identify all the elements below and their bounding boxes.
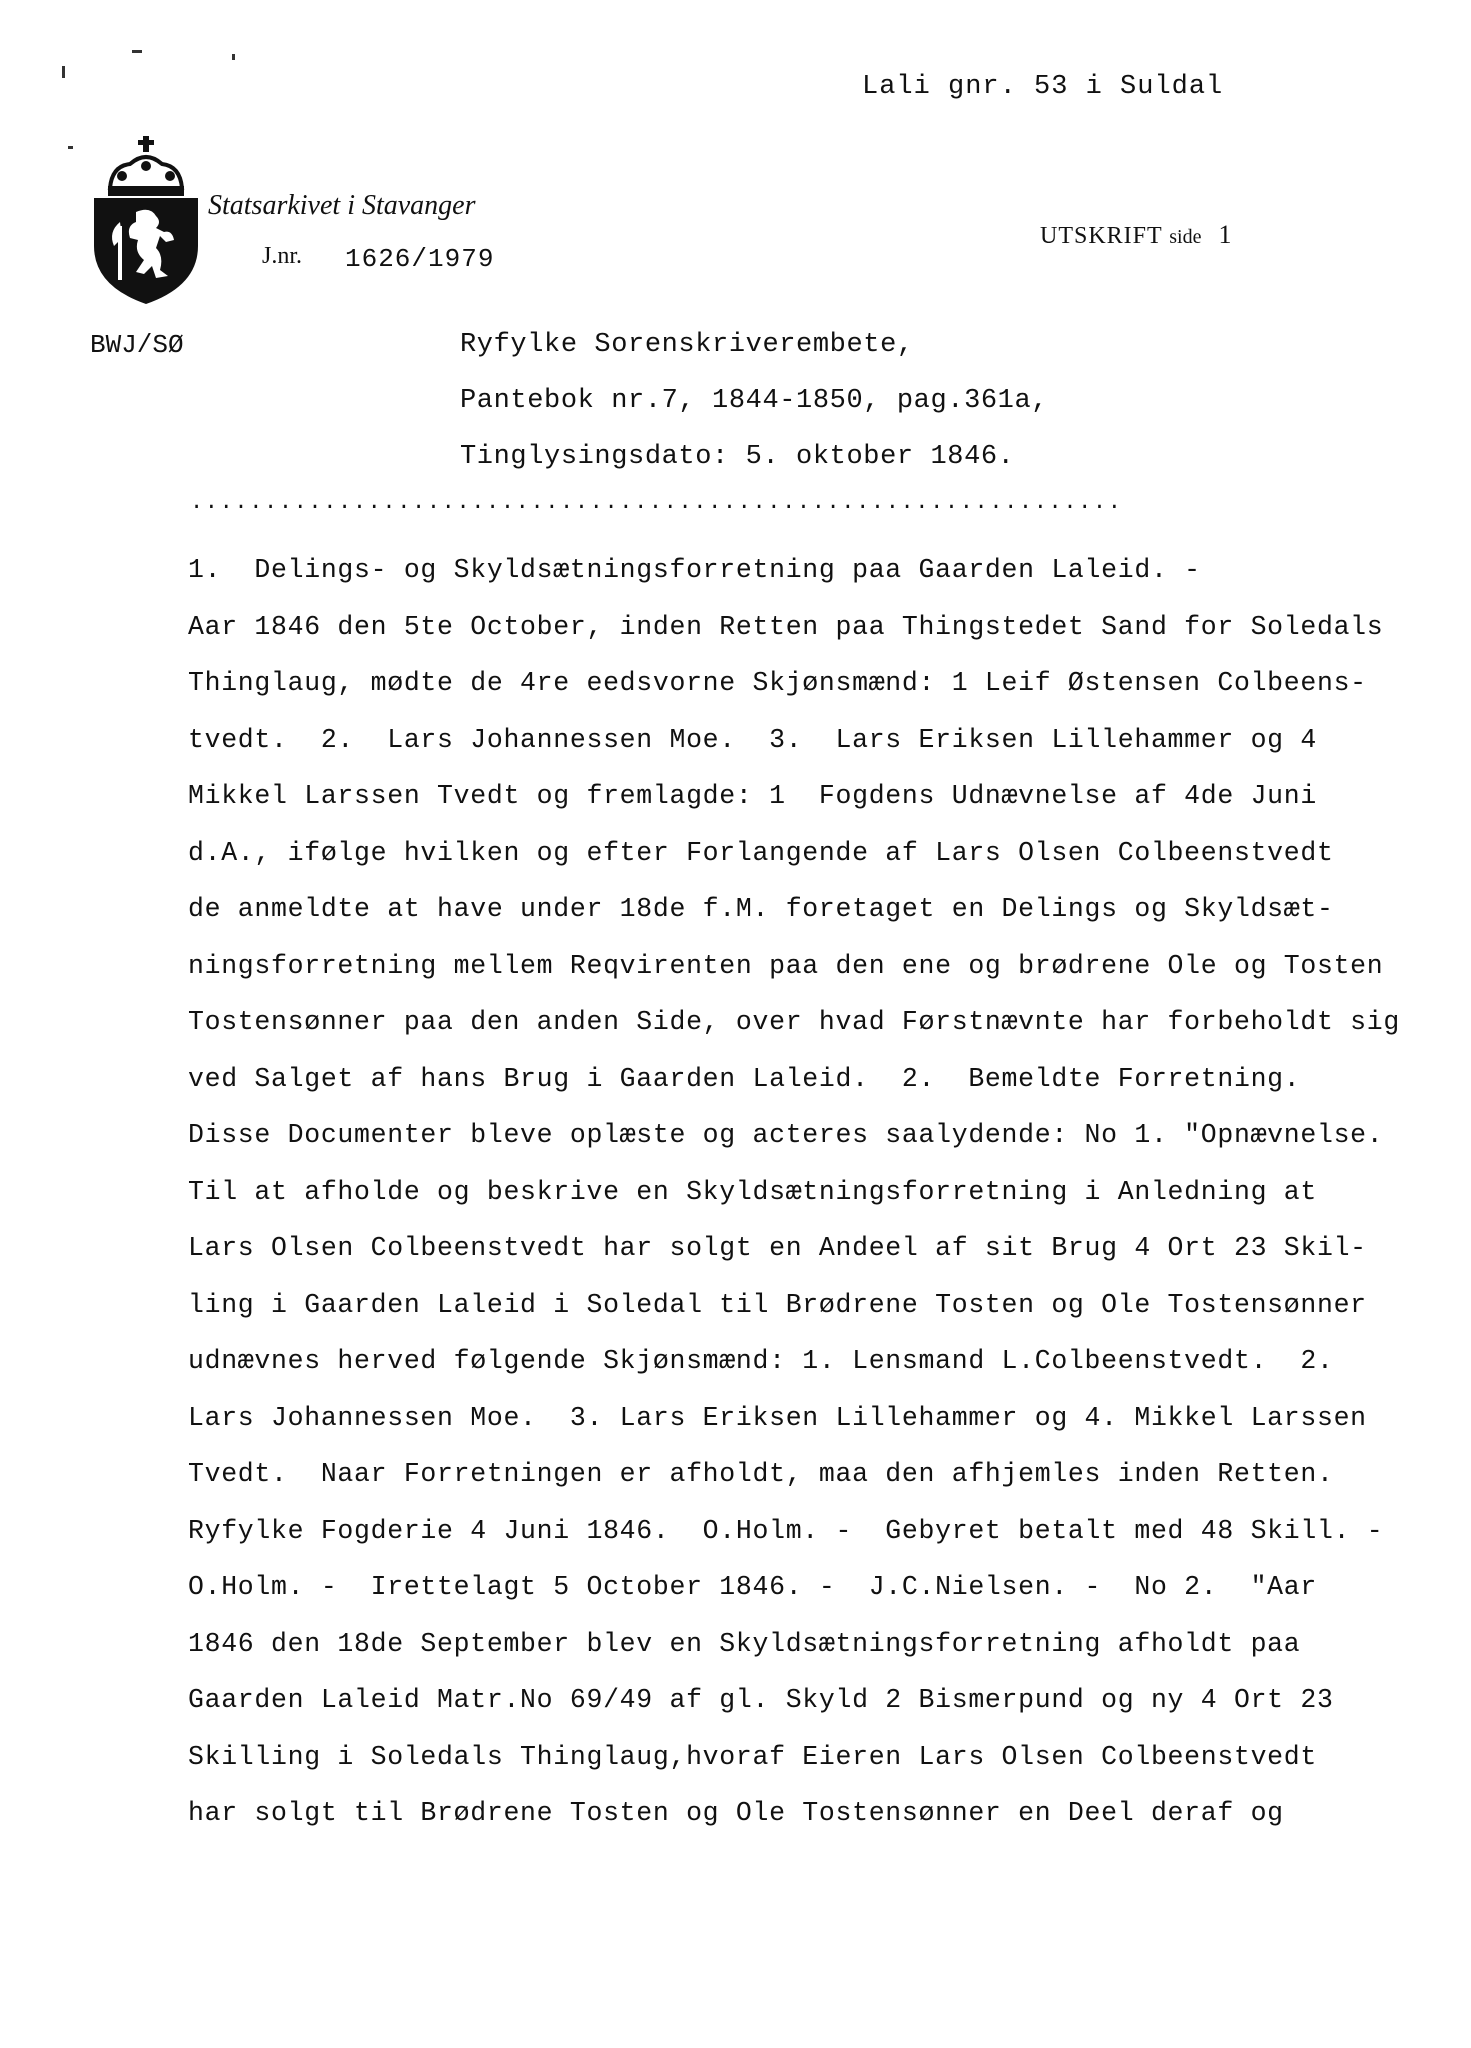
- body-line: Ryfylke Fogderie 4 Juni 1846. O.Holm. - Gebyret betalt med 48 Skill. -: [188, 1516, 1384, 1546]
- scan-mark: [62, 66, 65, 78]
- body-line: Skilling i Soledals Thinglaug,hvoraf Eieren Lars Olsen Colbeenstvedt: [188, 1742, 1317, 1772]
- place-title: Lali gnr. 53 i Suldal: [862, 72, 1224, 102]
- reference-book: Pantebok nr.7, 1844-1850, pag.361a,: [460, 386, 1049, 416]
- body-line: d.A., ifølge hvilken og efter Forlangende af Lars Olsen Colbeenstvedt: [188, 838, 1334, 868]
- utskrift-header: [1040, 220, 1232, 250]
- body-line: 1846 den 18de September blev en Skyldsætningsforretning afholdt paa: [188, 1629, 1301, 1659]
- body-line: Lars Olsen Colbeenstvedt har solgt en Andeel af sit Brug 4 Ort 23 Skil-: [188, 1233, 1367, 1263]
- body-line: O.Holm. - Irettelagt 5 October 1846. - J.C.Nielsen. - No 2. "Aar: [188, 1572, 1317, 1602]
- scan-mark: [132, 50, 142, 53]
- body-line: Mikkel Larssen Tvedt og fremlagde: 1 Fogdens Udnævnelse af 4de Juni: [188, 781, 1317, 811]
- body-line: Thinglaug, mødte de 4re eedsvorne Skjønsmænd: 1 Leif Østensen Colbeens-: [188, 668, 1367, 698]
- body-line: Gaarden Laleid Matr.No 69/49 af gl. Skyld 2 Bismerpund og ny 4 Ort 23: [188, 1685, 1334, 1715]
- body-line: udnævnes herved følgende Skjønsmænd: 1. Lensmand L.Colbeenstvedt. 2.: [188, 1346, 1334, 1376]
- body-line: ling i Gaarden Laleid i Soledal til Brødrene Tosten og Ole Tostensønner: [188, 1290, 1367, 1320]
- body-line: Til at afholde og beskrive en Skyldsætningsforretning i Anledning at: [188, 1177, 1317, 1207]
- body-line: Tvedt. Naar Forretningen er afholdt, maa den afhjemles inden Retten.: [188, 1459, 1334, 1489]
- body-line: Aar 1846 den 5te October, inden Retten paa Thingstedet Sand for Soledals: [188, 612, 1384, 642]
- scan-mark: [68, 146, 73, 149]
- body-line: 1. Delings- og Skyldsætningsforretning paa Gaarden Laleid. -: [188, 555, 1201, 585]
- journal-label: J.nr.: [262, 243, 303, 269]
- body-line: har solgt til Brødrene Tosten og Ole Tostensønner en Deel deraf og: [188, 1798, 1284, 1828]
- body-line: tvedt. 2. Lars Johannessen Moe. 3. Lars Eriksen Lillehammer og 4: [188, 725, 1317, 755]
- reference-date: Tinglysingsdato: 5. oktober 1846.: [460, 442, 1015, 472]
- body-line: Tostensønner paa den anden Side, over hvad Førstnævnte har forbeholdt sig: [188, 1007, 1400, 1037]
- utskrift-label: UTSKRIFT: [1040, 223, 1163, 249]
- dotted-separator: ...............................................................: [190, 490, 1123, 515]
- archive-name: Statsarkivet i Stavanger: [208, 190, 476, 221]
- body-line: de anmeldte at have under 18de f.M. foretaget en Delings og Skyldsæt-: [188, 894, 1334, 924]
- scan-mark: [232, 54, 235, 60]
- journal-number: 1626/1979: [345, 244, 495, 274]
- initials: BWJ/SØ: [90, 330, 184, 360]
- reference-office: Ryfylke Sorenskriverembete,: [460, 330, 914, 360]
- body-line: ved Salget af hans Brug i Gaarden Laleid. 2. Bemeldte Forretning.: [188, 1064, 1301, 1094]
- body-line: Lars Johannessen Moe. 3. Lars Eriksen Lillehammer og 4. Mikkel Larssen: [188, 1403, 1367, 1433]
- body-line: Disse Documenter bleve oplæste og acteres saalydende: No 1. "Opnævnelse.: [188, 1120, 1384, 1150]
- coat-of-arms-logo: [90, 136, 202, 306]
- side-label: side: [1169, 226, 1202, 248]
- body-line: ningsforretning mellem Reqvirenten paa den ene og brødrene Ole og Tosten: [188, 951, 1384, 981]
- page-number: 1: [1218, 220, 1233, 249]
